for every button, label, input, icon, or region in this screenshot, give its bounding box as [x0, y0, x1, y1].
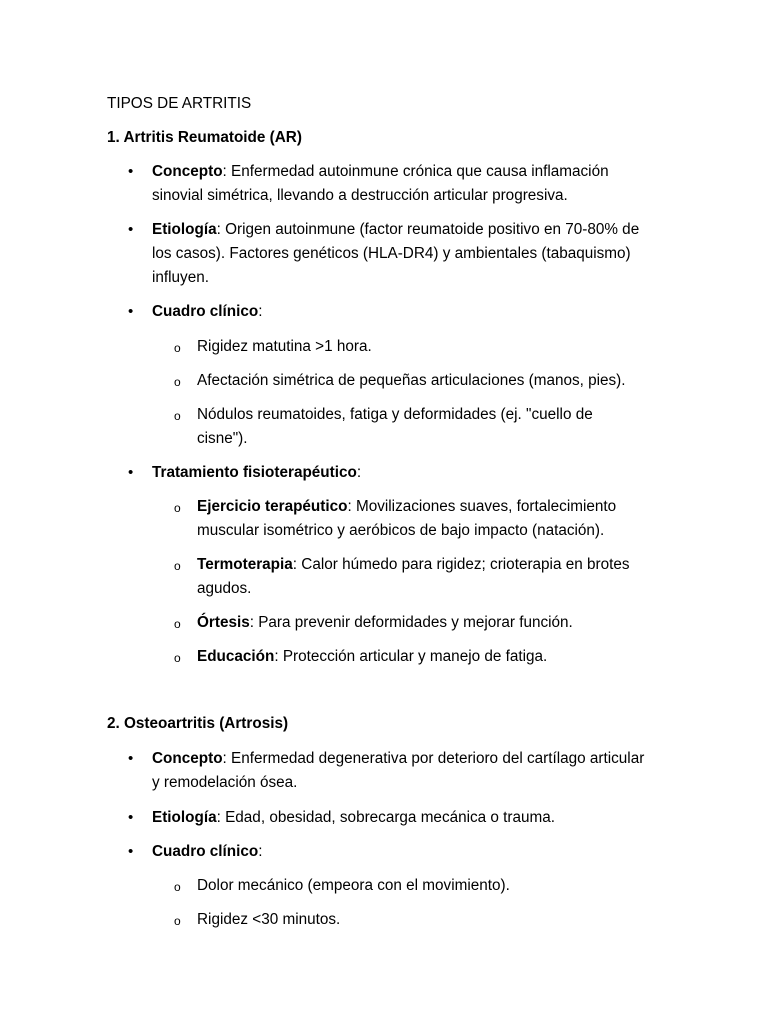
list-item: [128, 461, 652, 485]
section-heading-1: 1. Artritis Reumatoide (AR): [107, 129, 302, 146]
sub-list-item: [174, 335, 657, 359]
bullet-icon: •: [128, 303, 134, 320]
bullet-icon: •: [128, 464, 134, 481]
item-term: Concepto: [152, 750, 223, 767]
sub-item-text: Dolor mecánico (empeora con el movimiento).: [197, 877, 510, 894]
sub-bullet-icon: o: [174, 501, 181, 515]
sub-item-text: : Para prevenir deformidades y mejorar función.: [249, 614, 573, 631]
sub-bullet-icon: o: [174, 880, 181, 894]
item-term: Concepto: [152, 163, 223, 180]
sub-bullet-icon: o: [174, 409, 181, 423]
sub-item-text: : Calor húmedo para rigidez; crioterapia en brotes agudos.: [197, 556, 630, 597]
item-term: Etiología: [152, 221, 217, 238]
sub-item-text: : Protección articular y manejo de fatiga.: [274, 648, 548, 665]
sub-item-term: Órtesis: [197, 614, 250, 631]
sub-list-item: [174, 874, 657, 898]
item-term: Tratamiento fisioterapéutico: [152, 464, 357, 481]
sub-list-item: [174, 495, 657, 543]
bullet-icon: •: [128, 221, 134, 238]
sub-bullet-icon: o: [174, 617, 181, 631]
sub-list-item: [174, 369, 657, 393]
bullet-icon: •: [128, 750, 134, 767]
list-item: [128, 840, 652, 864]
item-text: :: [258, 303, 263, 320]
list-item: [128, 747, 652, 795]
item-text: :: [356, 464, 362, 481]
sub-bullet-icon: o: [174, 651, 181, 665]
item-term: Cuadro clínico: [152, 303, 259, 320]
sub-list-item: [174, 403, 627, 451]
list-item: [128, 806, 652, 830]
bullet-icon: •: [128, 843, 134, 860]
sub-item-term: Termoterapia: [197, 556, 293, 573]
item-term: Etiología: [152, 809, 217, 826]
list-item: [128, 160, 652, 208]
bullet-icon: •: [128, 809, 134, 826]
sub-list-item: [174, 553, 657, 601]
sub-item-term: Educación: [197, 648, 275, 665]
sub-item-text: Rigidez matutina >1 hora.: [197, 338, 372, 355]
sub-list-item: [174, 645, 657, 669]
sub-item-text: : Movilizaciones suaves, fortalecimiento muscular isométrico y aeróbicos de bajo impacto (natación).: [197, 498, 617, 539]
list-item: [128, 218, 652, 290]
item-text: : Origen autoinmune (factor reumatoide positivo en 70-80% de los casos). Factores genéticos (HLA-DR4) y ambientales (tabaquismo) influyen.: [152, 221, 640, 286]
document-title: TIPOS DE ARTRITIS: [107, 95, 252, 112]
sub-list-item: [174, 908, 657, 932]
list-item: [128, 300, 652, 324]
section-heading-2: 2. Osteoartritis (Artrosis): [107, 715, 289, 732]
bullet-icon: •: [128, 163, 134, 180]
sub-bullet-icon: o: [174, 341, 181, 355]
item-term: Cuadro clínico: [152, 843, 259, 860]
sub-item-text: Nódulos reumatoides, fatiga y deformidades (ej. "cuello de cisne").: [197, 406, 593, 447]
item-text: : Enfermedad autoinmune crónica que causa inflamación sinovial simétrica, llevando a destrucción articular progresiva.: [152, 163, 609, 204]
sub-item-term: Ejercicio terapéutico: [197, 498, 348, 515]
item-text: :: [258, 843, 263, 860]
sub-item-text: Afectación simétrica de pequeñas articulaciones (manos, pies).: [197, 372, 626, 389]
item-text: : Enfermedad degenerativa por deterioro del cartílago articular y remodelación ósea.: [152, 750, 645, 791]
sub-item-text: Rigidez <30 minutos.: [197, 911, 341, 928]
sub-bullet-icon: o: [174, 559, 181, 573]
item-text: : Edad, obesidad, sobrecarga mecánica o trauma.: [216, 809, 556, 826]
sub-list-item: [174, 611, 657, 635]
sub-bullet-icon: o: [174, 914, 181, 928]
sub-bullet-icon: o: [174, 375, 181, 389]
